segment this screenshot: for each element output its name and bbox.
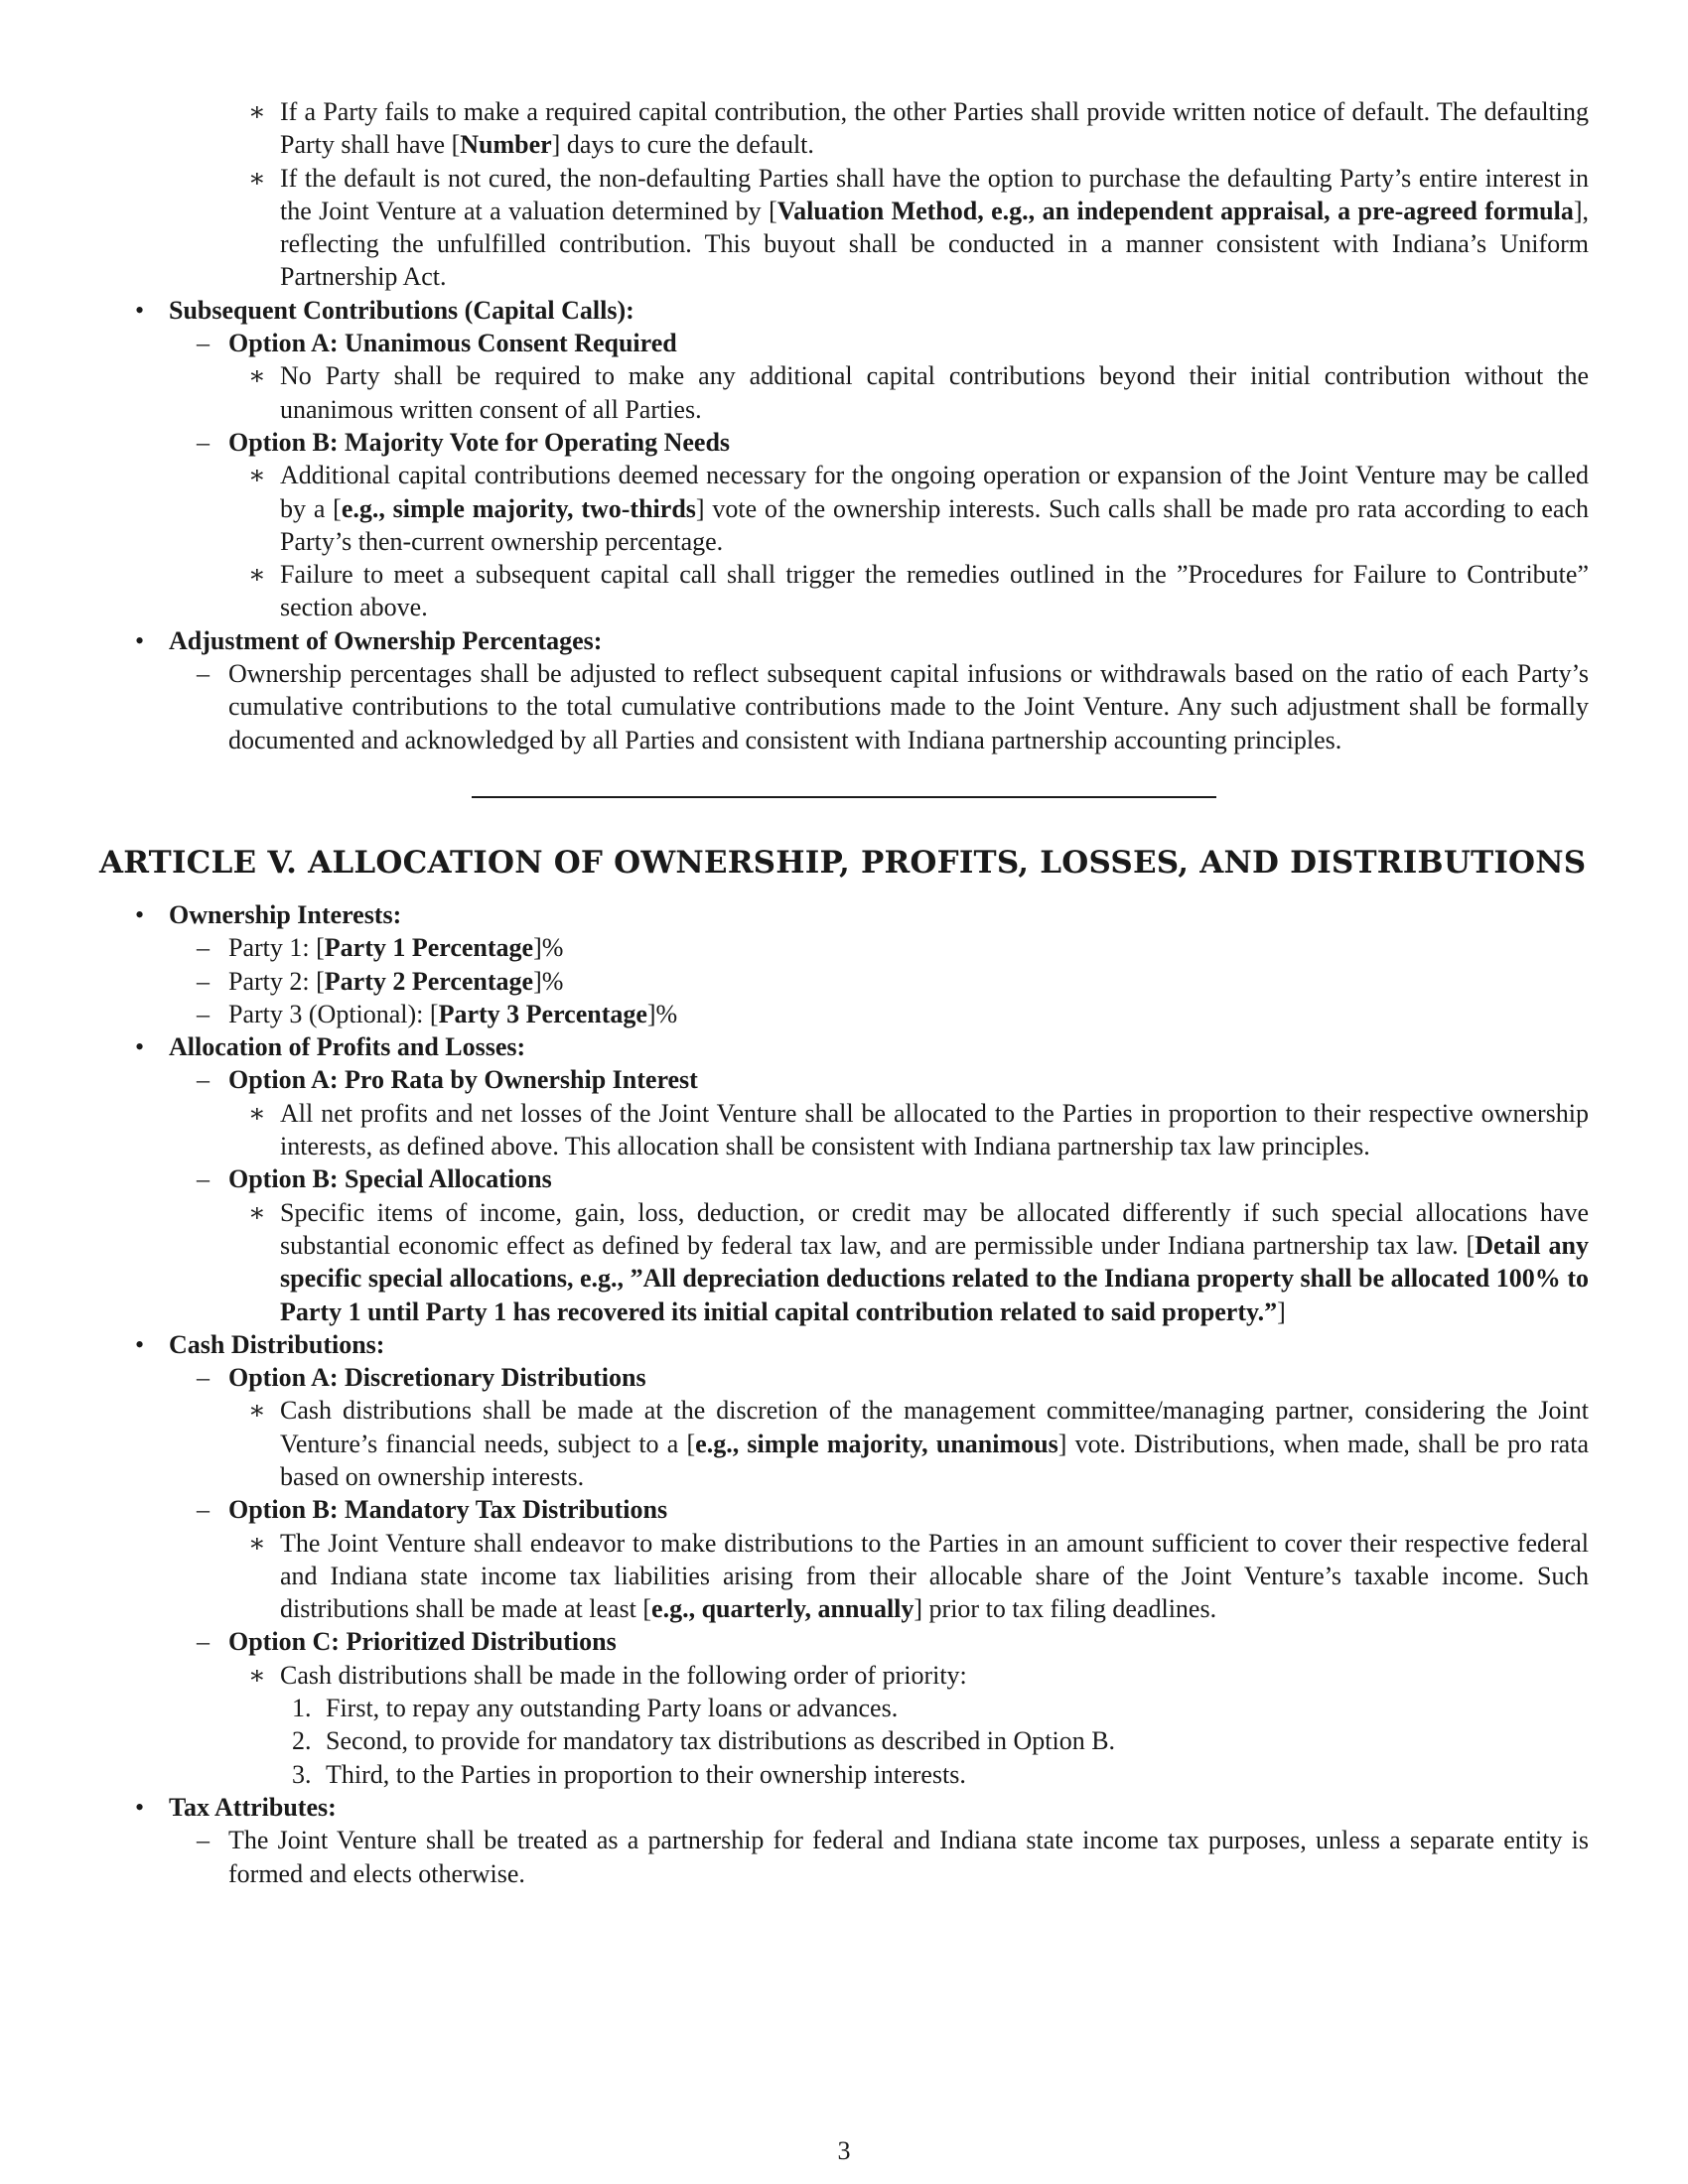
dash-marker: – (197, 933, 210, 963)
numbered-item: 1. First, to repay any outstanding Party loans or advances. (99, 1692, 1589, 1724)
star-marker: ∗ (248, 1528, 266, 1558)
number-marker: 1. (292, 1694, 312, 1723)
star-marker: ∗ (248, 163, 266, 193)
list-item: – Party 1: [Party 1 Percentage]% (99, 931, 1589, 964)
list-item: – The Joint Venture shall be treated as a partnership for federal and Indiana state income tax purposes, unless a separate entity is formed and elects otherwise. (197, 1826, 1589, 1888)
star-marker: ∗ (248, 1197, 266, 1227)
horizontal-rule (472, 796, 1216, 798)
number-marker: 3. (292, 1759, 312, 1789)
list-item: ∗ All net profits and net losses of the Joint Venture shall be allocated to the Parties in proportion to their respective ownership interests, as defined above. This allocation shall be consistent with Indiana partnership tax law principles. (248, 1098, 1589, 1161)
list-item: ∗ Specific items of income, gain, loss, deduction, or credit may be allocated differently if such special allocations have substantial economic effect as defined by federal tax law, and are permissible under Indiana partnership tax law. [Detail any specific special allocations, e.g., ”All depreciation deductions related to the Indiana property shall be allocated 100% to Party 1 until Party 1 has recovered its initial capital contribution related to said property.”] (248, 1197, 1589, 1326)
option-heading: – Option B: Mandatory Tax Distributions (99, 1493, 1589, 1526)
bullet-marker: • (135, 899, 145, 929)
dash-marker: – (197, 329, 210, 358)
list-item: ∗ Failure to meet a subsequent capital call shall trigger the remedies outlined in the ”Procedures for Failure to Contribute” section above. (248, 560, 1589, 622)
section-profits-losses: • Allocation of Profits and Losses: (99, 1030, 1589, 1063)
article-heading: ARTICLE V. ALLOCATION OF OWNERSHIP, PROFITS, LOSSES, AND DISTRIBUTIONS (99, 844, 1587, 881)
dash-marker: – (197, 966, 210, 996)
list-item: ∗ No Party shall be required to make any additional capital contributions beyond their initial contribution without the unanimous written consent of all Parties. (248, 361, 1589, 424)
bullet-marker: • (135, 295, 145, 325)
bullet-marker: • (135, 1792, 145, 1822)
dash-marker: – (197, 1826, 210, 1855)
section-subsequent-contributions: • Subsequent Contributions (Capital Calls): (99, 294, 1589, 327)
numbered-item: 3. Third, to the Parties in proportion to their ownership interests. (99, 1758, 1589, 1791)
star-marker: ∗ (248, 361, 266, 391)
section-cash-distributions: • Cash Distributions: (99, 1328, 1589, 1361)
numbered-item: 2. Second, to provide for mandatory tax distributions as described in Option B. (99, 1724, 1589, 1757)
list-item: ∗ If the default is not cured, the non-defaulting Parties shall have the option to purchase the defaulting Party’s entire interest in the Joint Venture at a valuation determined by [Valuation Method, e.g., an independent appraisal, a pre-agreed formula], reflecting the unfulfilled contribution. This buyout shall be conducted in a manner consistent with Indiana’s Uniform Partnership Act. (248, 163, 1589, 292)
section-tax-attributes: • Tax Attributes: (99, 1791, 1589, 1824)
option-heading: – Option B: Majority Vote for Operating Needs (99, 426, 1589, 459)
dash-marker: – (197, 1065, 210, 1095)
document-page (99, 95, 1589, 1890)
dash-marker: – (197, 1495, 210, 1525)
list-item: ∗ Cash distributions shall be made in the following order of priority: (99, 1659, 1589, 1692)
star-marker: ∗ (248, 97, 266, 126)
option-heading: – Option A: Discretionary Distributions (99, 1361, 1589, 1394)
list-item: – Party 2: [Party 2 Percentage]% (99, 965, 1589, 998)
option-heading: – Option A: Unanimous Consent Required (99, 327, 1589, 359)
dash-marker: – (197, 999, 210, 1028)
star-marker: ∗ (248, 1660, 266, 1690)
bullet-marker: • (135, 625, 145, 655)
option-heading: – Option B: Special Allocations (99, 1162, 1589, 1195)
option-heading: – Option C: Prioritized Distributions (99, 1625, 1589, 1658)
star-marker: ∗ (248, 461, 266, 490)
dash-marker: – (197, 659, 210, 689)
page-number: 3 (837, 2136, 851, 2165)
star-marker: ∗ (248, 1098, 266, 1128)
dash-marker: – (197, 1363, 210, 1393)
section-adjustment: • Adjustment of Ownership Percentages: (99, 624, 1589, 657)
star-marker: ∗ (248, 560, 266, 590)
star-marker: ∗ (248, 1396, 266, 1426)
number-marker: 2. (292, 1726, 312, 1756)
list-item: ∗ If a Party fails to make a required capital contribution, the other Parties shall provide written notice of default. The defaulting Party shall have [Number] days to cure the default. (248, 97, 1589, 160)
dash-marker: – (197, 427, 210, 457)
option-heading: – Option A: Pro Rata by Ownership Interest (99, 1063, 1589, 1096)
bullet-marker: • (135, 1329, 145, 1359)
section-ownership: • Ownership Interests: (99, 898, 1589, 931)
list-item: ∗ Additional capital contributions deemed necessary for the ongoing operation or expansion of the Joint Venture may be called by a [e.g., simple majority, two-thirds] vote of the ownership interests. Such calls shall be made pro rata according to each Party’s then-current ownership percentage. (248, 461, 1589, 556)
list-item: – Party 3 (Optional): [Party 3 Percentage]% (99, 998, 1589, 1030)
dash-marker: – (197, 1627, 210, 1657)
list-item: ∗ The Joint Venture shall endeavor to make distributions to the Parties in an amount sufficient to cover their respective federal and Indiana state income tax liabilities arising from their allocable share of the Joint Venture’s taxable income. Such distributions shall be made at least [e.g., quarterly, annually] prior to tax filing deadlines. (248, 1528, 1589, 1624)
bullet-marker: • (135, 1032, 145, 1062)
list-item: – Ownership percentages shall be adjusted to reflect subsequent capital infusions or withdrawals based on the ratio of each Party’s cumulative contributions to the total cumulative contributions made to the Joint Venture. Any such adjustment shall be formally documented and acknowledged by all Parties and consistent with Indiana partnership accounting principles. (197, 659, 1589, 754)
list-item: ∗ Cash distributions shall be made at the discretion of the management committee/managing partner, considering the Joint Venture’s financial needs, subject to a [e.g., simple majority, unanimous] vote. Distributions, when made, shall be pro rata based on ownership interests. (248, 1396, 1589, 1491)
dash-marker: – (197, 1164, 210, 1194)
